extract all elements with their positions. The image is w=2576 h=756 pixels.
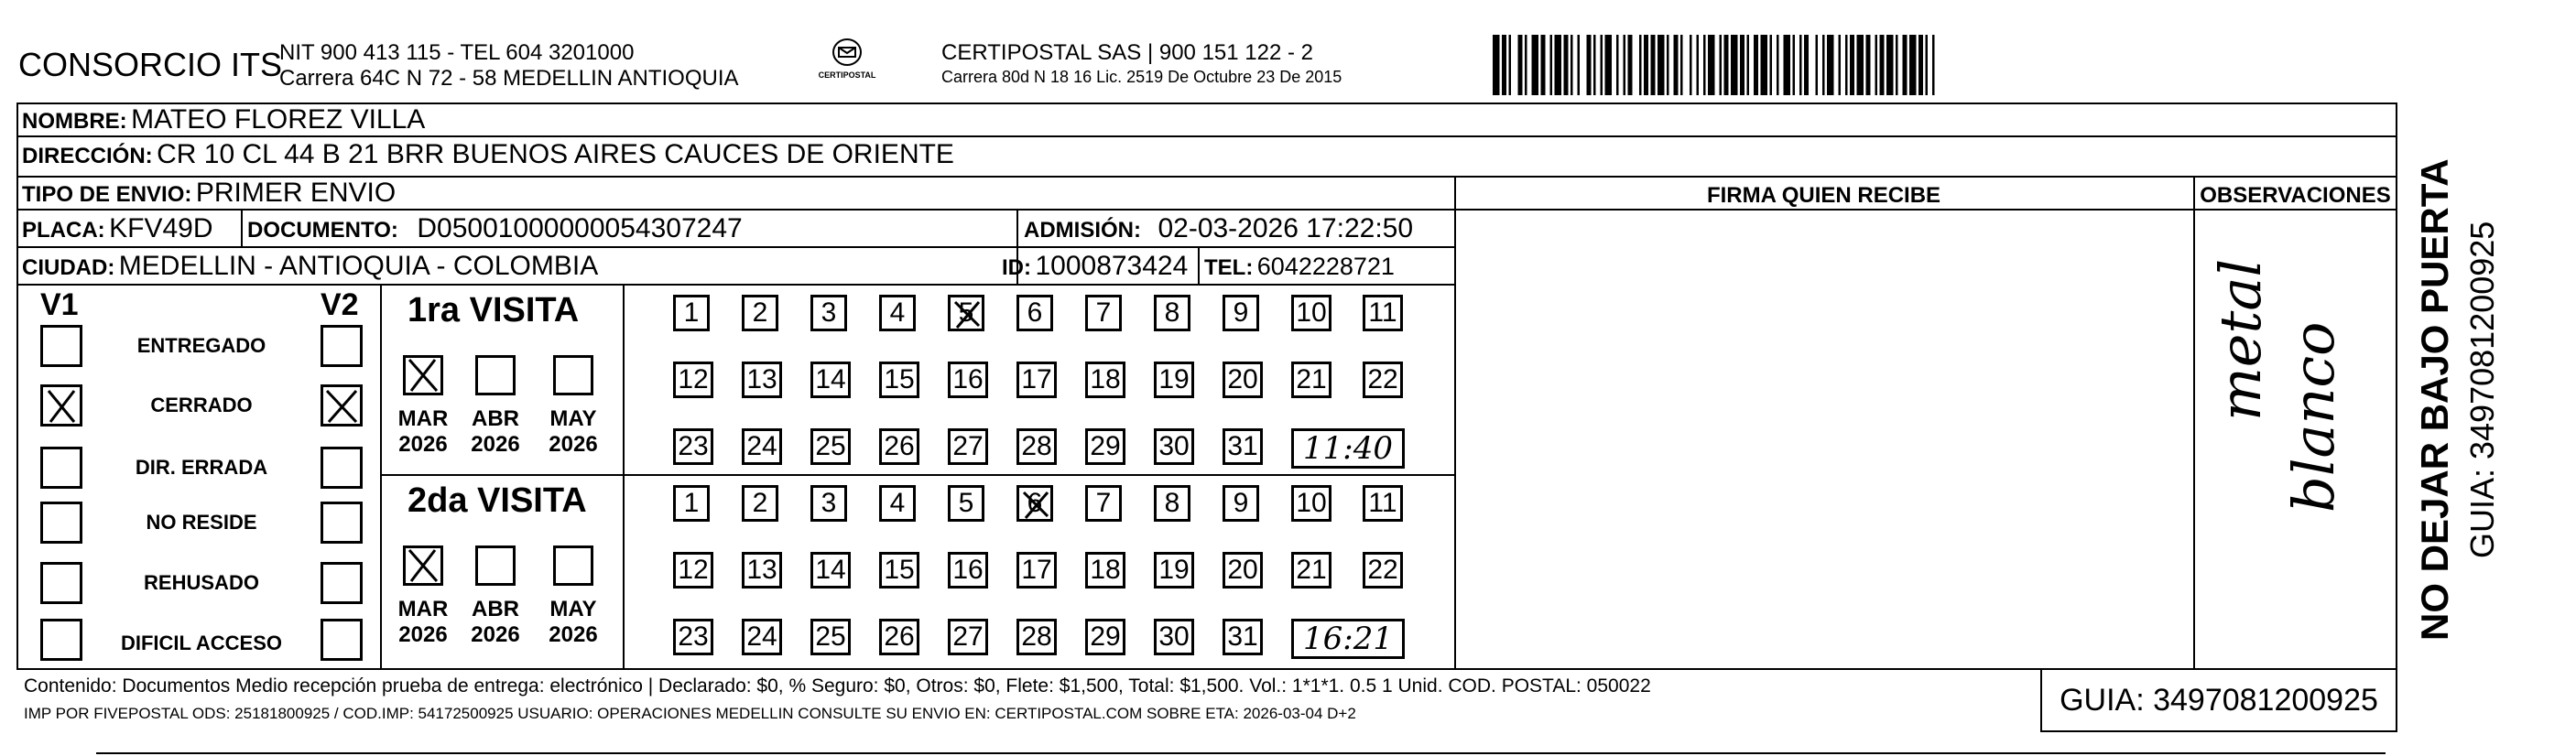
day-box-21[interactable]: 21	[1291, 552, 1331, 589]
barcode-bar	[1667, 35, 1669, 95]
day-box-6[interactable]: 6	[1016, 485, 1053, 522]
month-label: MAY 2026	[549, 597, 598, 647]
barcode-bar	[1525, 35, 1527, 95]
month-checkbox-may[interactable]	[553, 355, 593, 395]
day-box-27[interactable]: 27	[948, 428, 988, 465]
month-checkbox-may[interactable]	[553, 545, 593, 586]
day-box-11[interactable]: 11	[1363, 485, 1403, 522]
tel-label: TEL:	[1204, 255, 1254, 280]
day-box-9[interactable]: 9	[1223, 485, 1259, 522]
day-box-8[interactable]: 8	[1154, 485, 1190, 522]
day-box-16[interactable]: 16	[948, 362, 988, 398]
status-label: DIR. ERRADA	[135, 456, 268, 479]
barcode-bar	[1541, 35, 1546, 95]
company-nit: NIT 900 413 115 - TEL 604 3201000	[279, 40, 635, 65]
barcode-bar	[1731, 35, 1738, 95]
footer-contents: Contenido: Documentos Medio recepción prueba de entrega: electrónico | Declarado: $0, % Seguro: $0, Otros: $0, Flete: $1,500, Total: $1,500. Vol.: 1*1*1. 0.5 1 Unid. COD. POSTAL: 050022	[24, 675, 1651, 697]
barcode-bar	[1845, 35, 1848, 95]
envelope-logo-icon	[829, 37, 865, 68]
barcode-bar	[1518, 35, 1523, 95]
barcode-bar	[1644, 35, 1648, 95]
day-box-11[interactable]: 11	[1363, 295, 1403, 331]
barcode-bar	[1850, 35, 1854, 95]
barcode-bar	[1555, 35, 1562, 95]
day-box-23[interactable]: 23	[673, 619, 713, 655]
v1-checkbox-dir-errada[interactable]	[40, 447, 82, 489]
tipo-label: TIPO DE ENVIO:	[22, 182, 192, 207]
v1-checkbox-no-reside[interactable]	[40, 502, 82, 544]
v2-checkbox-dir-errada[interactable]	[321, 447, 363, 489]
nombre-value: MATEO FLOREZ VILLA	[131, 104, 426, 135]
day-box-7[interactable]: 7	[1085, 295, 1122, 331]
barcode-bar	[1564, 35, 1569, 95]
day-box-31[interactable]: 31	[1223, 619, 1263, 655]
barcode-bar	[1605, 35, 1613, 95]
day-box-12[interactable]: 12	[673, 362, 713, 398]
v1-checkbox-entregado[interactable]	[40, 325, 82, 367]
ciudad-label: CIUDAD:	[22, 255, 115, 280]
day-box-15[interactable]: 15	[879, 362, 919, 398]
nombre-label: NOMBRE:	[22, 109, 127, 134]
company-name: CONSORCIO ITS	[18, 46, 283, 83]
side-guia: GUIA: 3497081200925	[2463, 221, 2501, 558]
day-box-13[interactable]: 13	[742, 552, 782, 589]
direccion-value: CR 10 CL 44 B 21 BRR BUENOS AIRES CAUCES DE ORIENTE	[157, 139, 954, 169]
barcode-bar	[1502, 35, 1506, 95]
day-box-3[interactable]: 3	[810, 295, 847, 331]
month-label: MAR 2026	[397, 597, 449, 647]
check-x-icon	[406, 548, 440, 583]
month-label: MAR 2026	[397, 406, 449, 457]
day-box-10[interactable]: 10	[1291, 485, 1331, 522]
firma-header: FIRMA QUIEN RECIBE	[1706, 183, 1941, 208]
barcode-bar	[1747, 35, 1750, 95]
day-box-2[interactable]: 2	[742, 485, 778, 522]
barcode-bar	[1550, 35, 1553, 95]
barcode-bar	[1799, 35, 1802, 95]
barcode-bar	[1896, 35, 1898, 95]
day-box-26[interactable]: 26	[879, 428, 919, 465]
status-label: REHUSADO	[144, 571, 259, 594]
footer-guia: GUIA: 3497081200925	[2060, 683, 2378, 718]
day-box-18[interactable]: 18	[1085, 552, 1125, 589]
day-box-24[interactable]: 24	[742, 428, 782, 465]
month-label: MAY 2026	[549, 406, 598, 457]
barcode-bar	[1680, 35, 1683, 95]
day-box-13[interactable]: 13	[742, 362, 782, 398]
day-box-15[interactable]: 15	[879, 552, 919, 589]
placa-label: PLACA:	[22, 218, 105, 243]
barcode-bar	[1740, 35, 1745, 95]
v1-checkbox-cerrado[interactable]	[40, 384, 82, 427]
day-box-27[interactable]: 27	[948, 619, 988, 655]
barcode-bar	[1761, 35, 1768, 95]
barcode-bar	[1509, 35, 1512, 95]
observation-word-2: blanco	[2280, 321, 2347, 513]
barcode	[1493, 35, 2225, 95]
id-label: ID:	[1002, 255, 1031, 280]
day-box-29[interactable]: 29	[1085, 428, 1125, 465]
direccion-label: DIRECCIÓN:	[22, 144, 153, 168]
day-box-30[interactable]: 30	[1154, 428, 1194, 465]
day-box-1[interactable]: 1	[673, 485, 710, 522]
barcode-bar	[1724, 35, 1729, 95]
check-x-icon	[406, 358, 440, 393]
day-box-20[interactable]: 20	[1223, 552, 1263, 589]
documento-label: DOCUMENTO:	[247, 218, 398, 243]
barcode-bar	[1628, 35, 1633, 95]
day-box-28[interactable]: 28	[1016, 619, 1057, 655]
visit-title: 1ra VISITA	[408, 291, 580, 329]
barcode-bar	[1816, 35, 1819, 95]
barcode-bar	[1909, 35, 1917, 95]
placa-value: KFV49D	[109, 213, 213, 243]
courier-address: Carrera 80d N 18 16 Lic. 2519 De Octubre 23 De 2015	[941, 68, 1342, 86]
v2-checkbox-no-reside[interactable]	[321, 502, 363, 544]
month-checkbox-mar[interactable]	[403, 545, 443, 586]
barcode-bar	[1690, 35, 1692, 95]
day-box-19[interactable]: 19	[1154, 552, 1194, 589]
status-label: DIFICIL ACCESO	[120, 632, 282, 654]
barcode-bar	[1601, 35, 1603, 95]
barcode-bar	[1571, 35, 1573, 95]
ciudad-value: MEDELLIN - ANTIOQUIA - COLOMBIA	[118, 251, 599, 281]
barcode-bar	[1918, 35, 1923, 95]
barcode-bar	[1720, 35, 1723, 95]
id-value: 1000873424	[1035, 251, 1189, 281]
day-box-3[interactable]: 3	[810, 485, 847, 522]
visit-time-box[interactable]: 16:21	[1291, 619, 1405, 659]
barcode-bar	[1532, 35, 1539, 95]
day-box-6[interactable]: 6	[1016, 295, 1053, 331]
day-box-7[interactable]: 7	[1085, 485, 1122, 522]
day-box-5[interactable]: 5	[948, 295, 984, 331]
tel-value: 6042228721	[1256, 253, 1395, 280]
certipostal-logo	[810, 37, 884, 92]
day-box-25[interactable]: 25	[810, 619, 851, 655]
v2-checkbox-entregado[interactable]	[321, 325, 363, 367]
barcode-bar	[1777, 35, 1779, 95]
month-label: ABR 2026	[471, 406, 520, 457]
barcode-bar	[1493, 35, 1500, 95]
v1-checkbox-rehusado[interactable]	[40, 562, 82, 604]
side-warning: NO DEJAR BAJO PUERTA	[2413, 158, 2456, 641]
day-box-5[interactable]: 5	[948, 485, 984, 522]
barcode-bar	[1875, 35, 1878, 95]
day-box-22[interactable]: 22	[1363, 362, 1403, 398]
day-box-25[interactable]: 25	[810, 428, 851, 465]
barcode-bar	[1926, 35, 1929, 95]
admision-value: 02-03-2026 17:22:50	[1158, 213, 1414, 243]
check-x-icon	[323, 387, 360, 424]
barcode-bar	[1697, 35, 1700, 95]
day-box-30[interactable]: 30	[1154, 619, 1194, 655]
documento-value: D05001000000054307247	[417, 213, 743, 243]
visit-time-box[interactable]: 11:40	[1291, 428, 1405, 469]
barcode-bar	[1866, 35, 1871, 95]
day-box-18[interactable]: 18	[1085, 362, 1125, 398]
observaciones-header: OBSERVACIONES	[2200, 183, 2391, 208]
day-box-2[interactable]: 2	[742, 295, 778, 331]
day-box-31[interactable]: 31	[1223, 428, 1263, 465]
barcode-bar	[1822, 35, 1825, 95]
day-box-12[interactable]: 12	[673, 552, 713, 589]
status-label: ENTREGADO	[136, 334, 266, 357]
day-box-23[interactable]: 23	[673, 428, 713, 465]
v1-checkbox-dificil-acceso[interactable]	[40, 619, 82, 661]
barcode-bar	[1784, 35, 1791, 95]
status-label: NO RESIDE	[146, 511, 257, 534]
barcode-bar	[1674, 35, 1679, 95]
company-address: Carrera 64C N 72 - 58 MEDELLIN ANTIOQUIA	[279, 66, 739, 91]
admision-label: ADMISIÓN:	[1024, 218, 1141, 243]
v1-header: V1	[40, 287, 79, 322]
day-box-8[interactable]: 8	[1154, 295, 1190, 331]
barcode-bar	[1804, 35, 1809, 95]
status-label: CERRADO	[150, 394, 253, 416]
barcode-bar	[1932, 35, 1935, 95]
barcode-bar	[1827, 35, 1834, 95]
barcode-bar	[1639, 35, 1642, 95]
barcode-bar	[1880, 35, 1885, 95]
day-box-14[interactable]: 14	[810, 362, 851, 398]
barcode-bar	[1839, 35, 1842, 95]
v2-checkbox-rehusado[interactable]	[321, 562, 363, 604]
barcode-bar	[1708, 35, 1715, 95]
barcode-bar	[1651, 35, 1656, 95]
month-checkbox-mar[interactable]	[403, 355, 443, 395]
day-box-26[interactable]: 26	[879, 619, 919, 655]
day-box-1[interactable]: 1	[673, 295, 710, 331]
v2-checkbox-dificil-acceso[interactable]	[321, 619, 363, 661]
month-label: ABR 2026	[471, 597, 520, 647]
day-box-16[interactable]: 16	[948, 552, 988, 589]
month-checkbox-abr[interactable]	[475, 545, 516, 586]
day-box-10[interactable]: 10	[1291, 295, 1331, 331]
day-box-17[interactable]: 17	[1016, 552, 1057, 589]
check-x-icon	[43, 387, 80, 424]
observation-word-1: metal	[2207, 258, 2274, 421]
barcode-bar	[1624, 35, 1626, 95]
month-checkbox-abr[interactable]	[475, 355, 516, 395]
barcode-bar	[1754, 35, 1758, 95]
day-box-20[interactable]: 20	[1223, 362, 1263, 398]
barcode-bar	[1593, 35, 1596, 95]
v2-header: V2	[321, 287, 359, 322]
barcode-bar	[1658, 35, 1665, 95]
day-box-24[interactable]: 24	[742, 619, 782, 655]
barcode-bar	[1587, 35, 1592, 95]
day-box-19[interactable]: 19	[1154, 362, 1194, 398]
barcode-bar	[1770, 35, 1773, 95]
day-box-17[interactable]: 17	[1016, 362, 1057, 398]
v2-checkbox-cerrado[interactable]	[321, 384, 363, 427]
day-box-14[interactable]: 14	[810, 552, 851, 589]
logo-text: CERTIPOSTAL	[818, 70, 876, 80]
barcode-bar	[1578, 35, 1581, 95]
barcode-bar	[1857, 35, 1864, 95]
barcode-bar	[1703, 35, 1706, 95]
day-box-29[interactable]: 29	[1085, 619, 1125, 655]
visit-title: 2da VISITA	[408, 481, 587, 520]
day-box-22[interactable]: 22	[1363, 552, 1403, 589]
day-box-4[interactable]: 4	[879, 295, 916, 331]
barcode-bar	[1793, 35, 1796, 95]
day-box-28[interactable]: 28	[1016, 428, 1057, 465]
day-box-9[interactable]: 9	[1223, 295, 1259, 331]
tipo-value: PRIMER ENVIO	[195, 178, 397, 208]
barcode-bar	[1903, 35, 1908, 95]
footer-print-info: IMP POR FIVEPOSTAL ODS: 25181800925 / COD.IMP: 54172500925 USUARIO: OPERACIONES MEDELLIN CONSULTE SU ENVIO EN: CERTIPOSTAL.COM SOBRE ETA: 2026-03-04 D+2	[24, 705, 1356, 722]
courier-name: CERTIPOSTAL SAS | 900 151 122 - 2	[941, 40, 1313, 65]
barcode-bar	[1886, 35, 1894, 95]
barcode-bar	[1616, 35, 1619, 95]
day-box-4[interactable]: 4	[879, 485, 916, 522]
day-box-21[interactable]: 21	[1291, 362, 1331, 398]
